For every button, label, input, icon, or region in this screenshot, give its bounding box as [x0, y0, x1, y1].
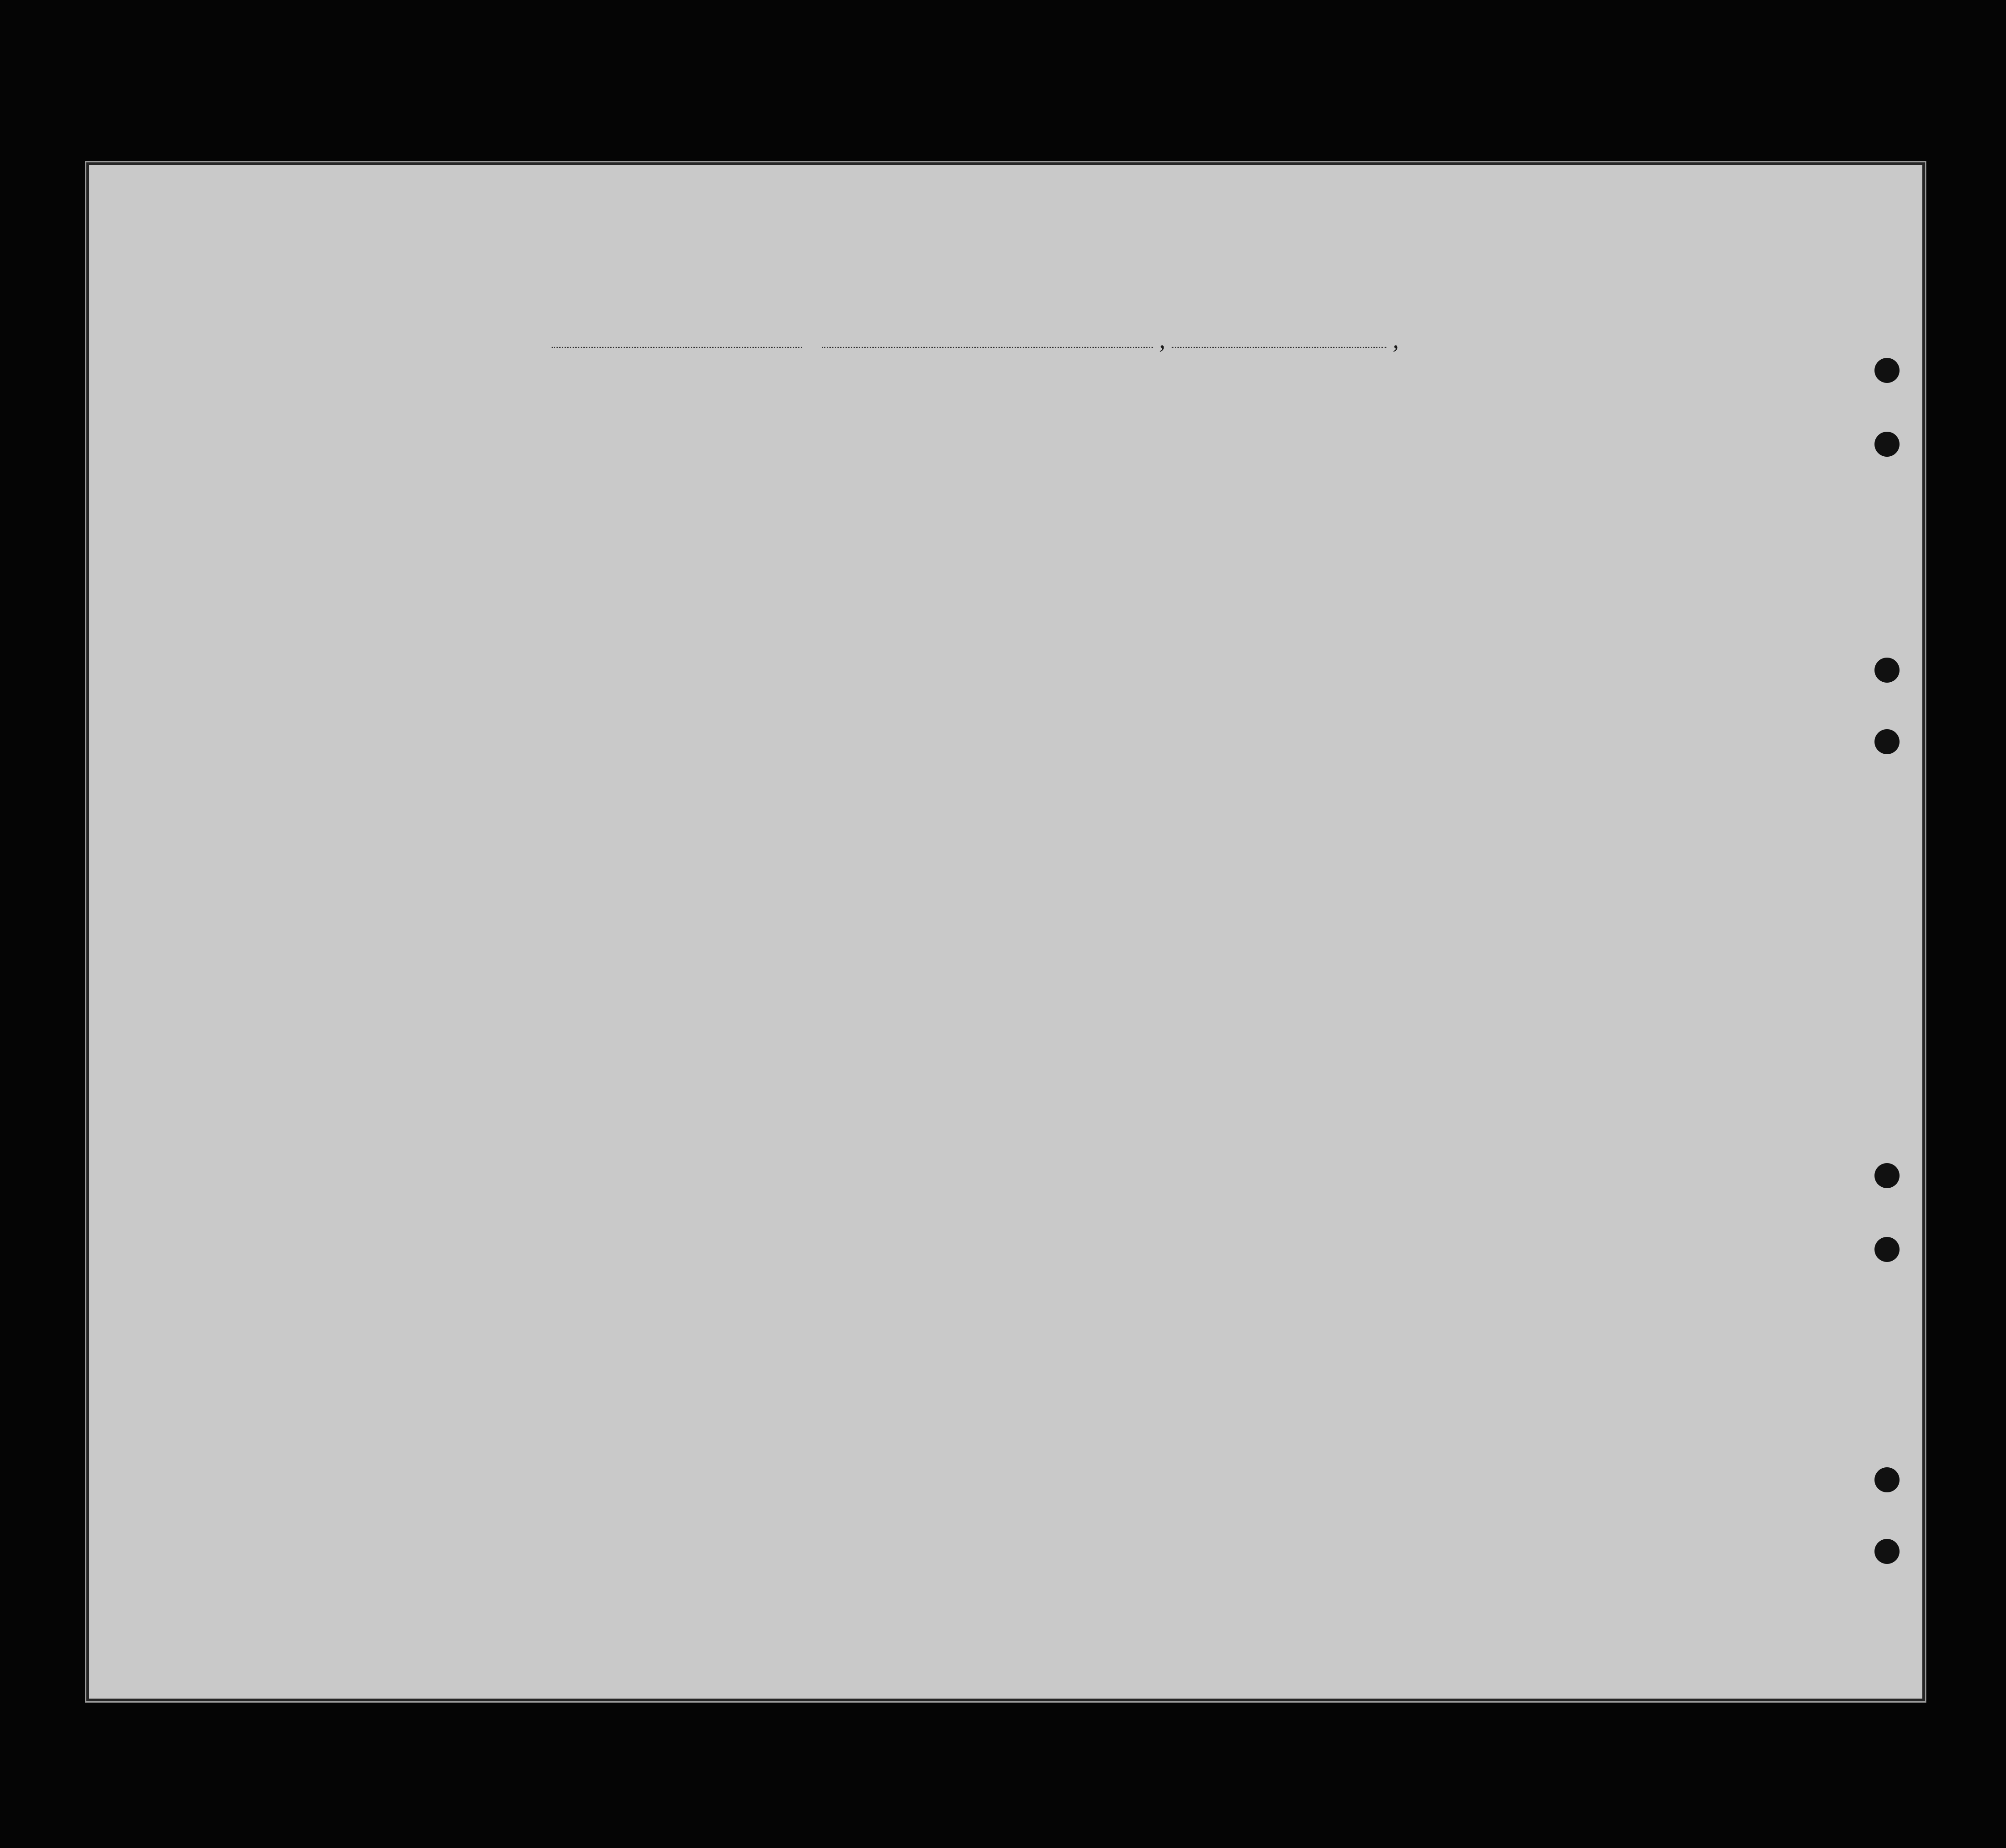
binder-hole: [1874, 729, 1900, 754]
binder-hole: [1874, 1237, 1900, 1262]
table-grid: [86, 162, 1925, 1701]
ship-line: , ,: [552, 326, 1399, 354]
binder-hole: [1874, 658, 1900, 683]
binder-hole: [1874, 358, 1900, 383]
binder-hole: [1874, 1163, 1900, 1188]
binder-hole: [1874, 1539, 1900, 1564]
manifest-sheet: [85, 161, 1926, 1703]
binder-hole: [1874, 432, 1900, 457]
binder-hole: [1874, 1467, 1900, 1492]
